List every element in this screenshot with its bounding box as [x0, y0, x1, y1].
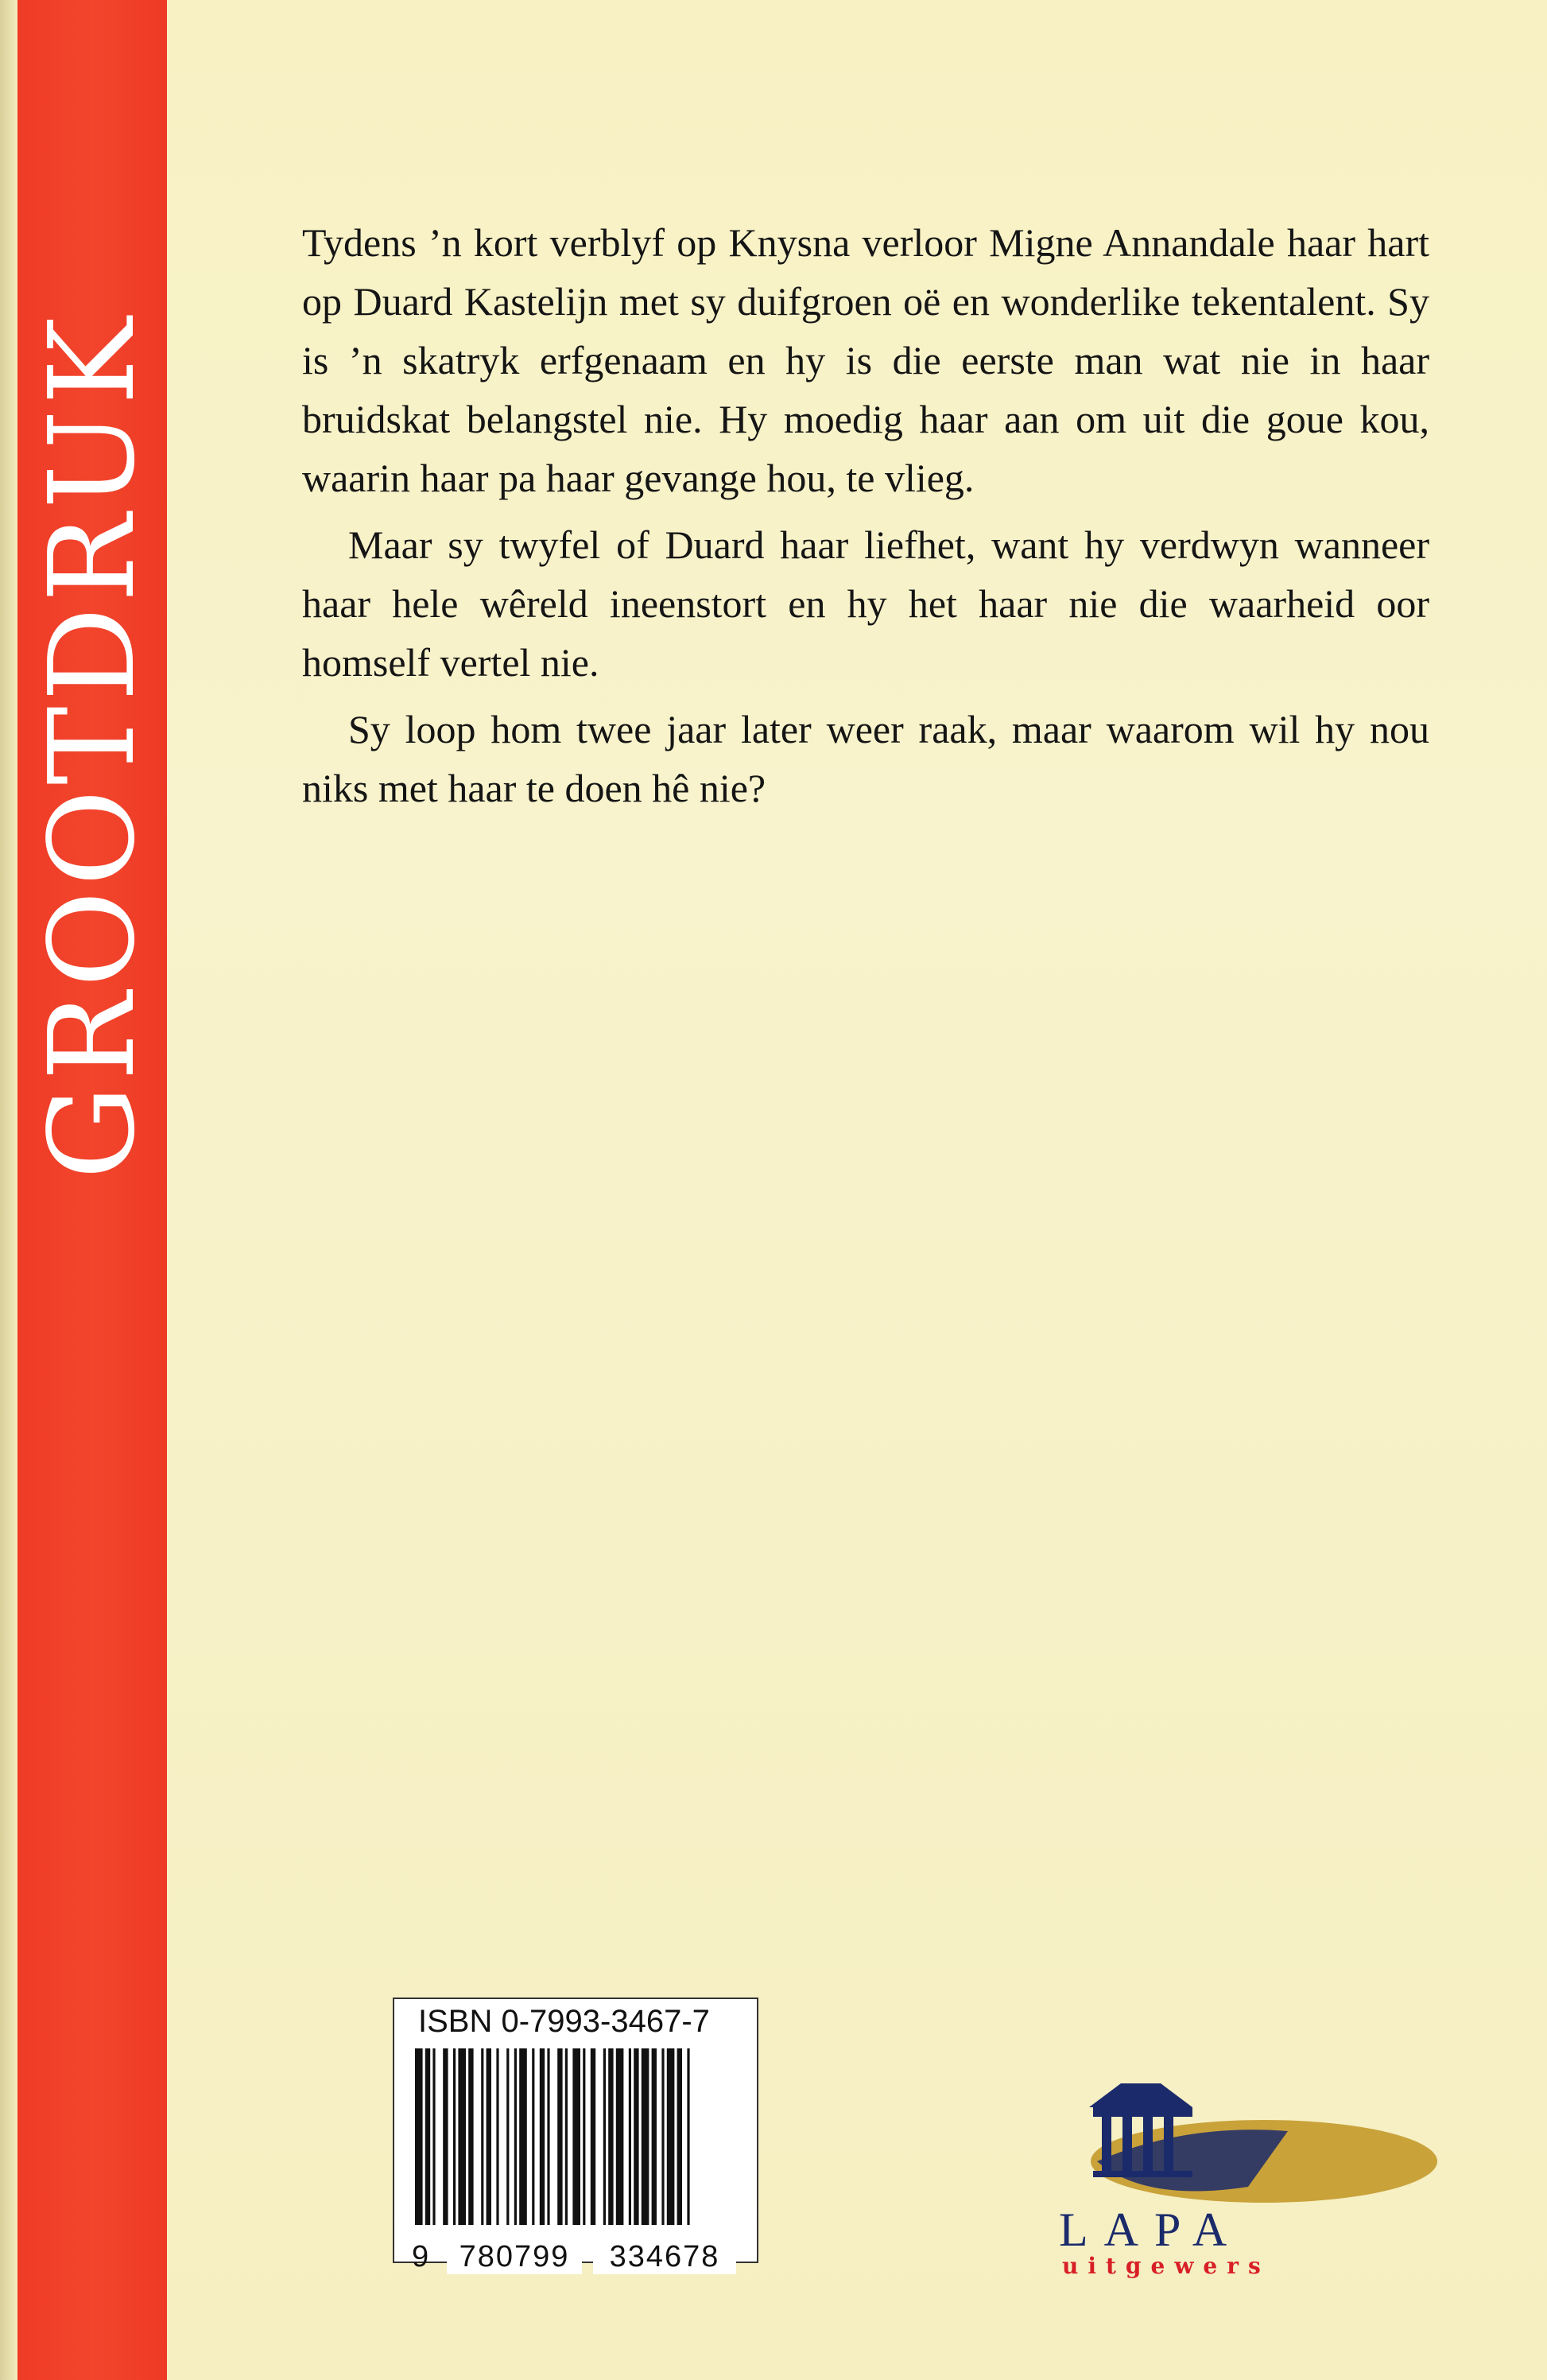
barcode-bar [572, 2048, 580, 2225]
barcode-bar [629, 2048, 631, 2225]
barcode-bar [514, 2048, 517, 2225]
blurb-text [302, 213, 1429, 817]
blurb-paragraph-3: Sy loop hom twee jaar later weer raak, maar waarom wil hy nou niks met haar te doen hê nie? [302, 707, 1429, 810]
barcode-bar [425, 2048, 430, 2225]
barcode-bar [443, 2048, 448, 2225]
barcode-bar [557, 2048, 562, 2225]
barcode-bar [603, 2048, 606, 2225]
barcode-bar [487, 2048, 491, 2225]
barcode-label [393, 1998, 758, 2273]
barcode-bar [468, 2048, 473, 2225]
barcode-bar [591, 2048, 595, 2225]
barcode-bar [634, 2048, 638, 2225]
barcode-bar [540, 2048, 545, 2225]
barcode-bar [677, 2048, 682, 2225]
barcode-bar [519, 2048, 527, 2225]
ean-left-group: 780799 [447, 2240, 582, 2274]
ean-first-digit: 9 [412, 2239, 429, 2273]
barcode-bar [458, 2048, 466, 2225]
barcode-bar [661, 2048, 664, 2225]
publisher-name: LAPA [1059, 2203, 1243, 2256]
barcode-bar [642, 2048, 649, 2225]
barcode-icon [410, 2048, 741, 2225]
barcode-bar [565, 2048, 568, 2225]
barcode-bar [687, 2048, 689, 2225]
barcode-bar [616, 2048, 624, 2225]
barcode-bar [608, 2048, 613, 2225]
cover-edge [0, 0, 17, 2380]
blurb-paragraph-2: Maar sy twyfel of Duard haar liefhet, want hy verdwyn wanneer haar hele wêreld ineenstort en hy het haar nie die waarheid oor homself vertel nie. [302, 522, 1429, 685]
isbn-number: ISBN 0-7993-3467-7 [418, 2004, 710, 2039]
barcode-bar [453, 2048, 456, 2225]
barcode-bar [415, 2048, 423, 2225]
barcode-bar [481, 2048, 483, 2225]
barcode-bar [583, 2048, 585, 2225]
barcode-bar [547, 2048, 549, 2225]
ean-right-group: 334678 [593, 2240, 736, 2274]
barcode-bar [506, 2048, 509, 2225]
publisher-subtitle: uitgewers [1062, 2253, 1270, 2279]
barcode-bar [532, 2048, 534, 2225]
barcode-bar [652, 2048, 657, 2225]
barcode-bar [667, 2048, 675, 2225]
barcode-bar [496, 2048, 498, 2225]
blurb-paragraph-1: Tydens ’n kort verblyf op Knysna verloor Migne Annandale haar hart op Duard Kastelijn met sy duifgroen oë en wonderlike tekentalent. Sy is ’n skatryk erfgenaam en hy is die eerste man wat nie in haar bruidskat belangstel nie. Hy moedig haar aan om uit die goue kou, waarin haar pa haar gevange hou, te vlieg. [302, 220, 1429, 500]
spine-title: GROOTDRUK [24, 312, 161, 1180]
barcode-bar [432, 2048, 435, 2225]
